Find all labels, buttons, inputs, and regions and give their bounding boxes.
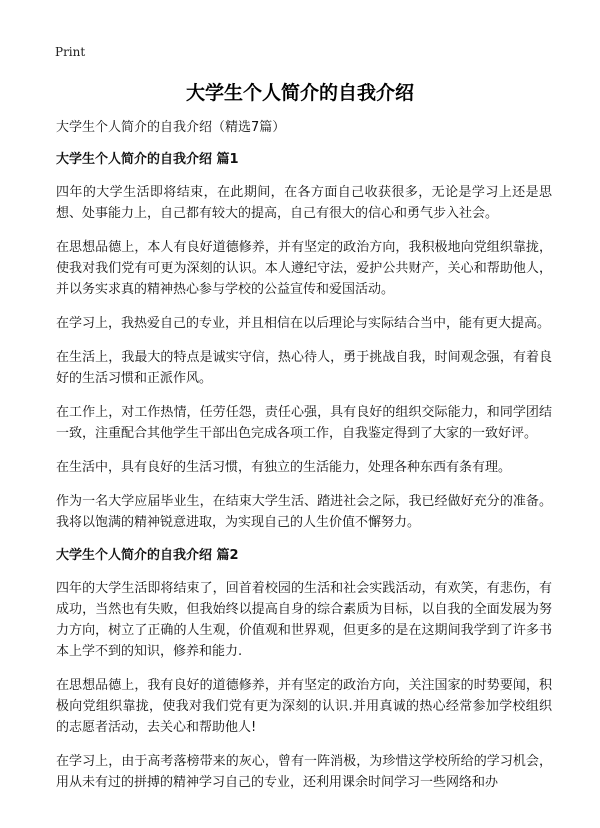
paragraph: 在生活上，我最大的特点是诚实守信，热心待人，勇于挑战自我，时间观念强，有着良好的生活习惯和正派作风。 (56, 350, 552, 386)
paragraph: 在思想品德上，我有良好的道德修养，并有坚定的政治方向，关注国家的时势要闻，积极向党组织靠拢，使我对我们党有更为深刻的认识.并用真诚的热心经常参加学校组织的志愿者活动，去关心和帮助他人! (56, 678, 552, 735)
article-body (56, 118, 552, 806)
section-heading-2: 大学生个人简介的自我介绍 篇2 (56, 548, 239, 563)
section-heading-1: 大学生个人简介的自我介绍 篇1 (56, 152, 239, 167)
paragraph: 在学习上，我热爱自己的专业，并且相信在以后理论与实际结合当中，能有更大提高。 (56, 316, 551, 331)
paragraph: 在思想品德上，本人有良好道德修养，并有坚定的政治方向，我积极地向党组织靠拢，使我对我们党有可更为深刻的认识。本人遵纪守法，爱护公共财产，关心和帮助他人，并以务实求真的精神热心参与学校的公益宣传和爱国活动。 (56, 240, 552, 297)
paragraph: 在生活中，具有良好的生活习惯，有独立的生活能力，处理各种东西有条有理。 (56, 460, 512, 475)
page-title: 大学生个人简介的自我介绍 (185, 82, 414, 104)
paragraph: 四年的大学生活即将结束了，回首着校园的生活和社会实践活动，有欢笑，有悲伤，有成功，当然也有失败，但我始终以提高自身的综合素质为目标，以自我的全面发展为努力方向，树立了正确的人生观，价值观和世界观，但更多的是在这期间我学到了许多书本上学不到的知识，修养和能力. (56, 581, 552, 659)
paragraph: 在学习上，由于高考落榜带来的灰心，曾有一阵消极，为珍惜这学校所给的学习机会，用从未有过的拼搏的精神学习自己的专业，还利用课余时间学习一些网络和办 (56, 754, 552, 790)
paragraph: 作为一名大学应届毕业生，在结束大学生活、踏进社会之际，我已经做好充分的准备。我将以饱满的精神锐意进取，为实现自己的人生价值不懈努力。 (56, 494, 552, 530)
article-subtitle: 大学生个人简介的自我介绍（精选7篇） (56, 120, 286, 135)
paragraph: 在工作上，对工作热情，任劳任怨，责任心强，具有良好的组织交际能力，和同学团结一致，注重配合其他学生干部出色完成各项工作，自我鉴定得到了大家的一致好评。 (56, 405, 552, 441)
paragraph: 四年的大学生活即将结束，在此期间，在各方面自己收获很多，无论是学习上还是思想、处事能力上，自己都有较大的提高，自己有很大的信心和勇气步入社会。 (56, 185, 552, 221)
print-label[interactable]: Print (55, 45, 86, 59)
